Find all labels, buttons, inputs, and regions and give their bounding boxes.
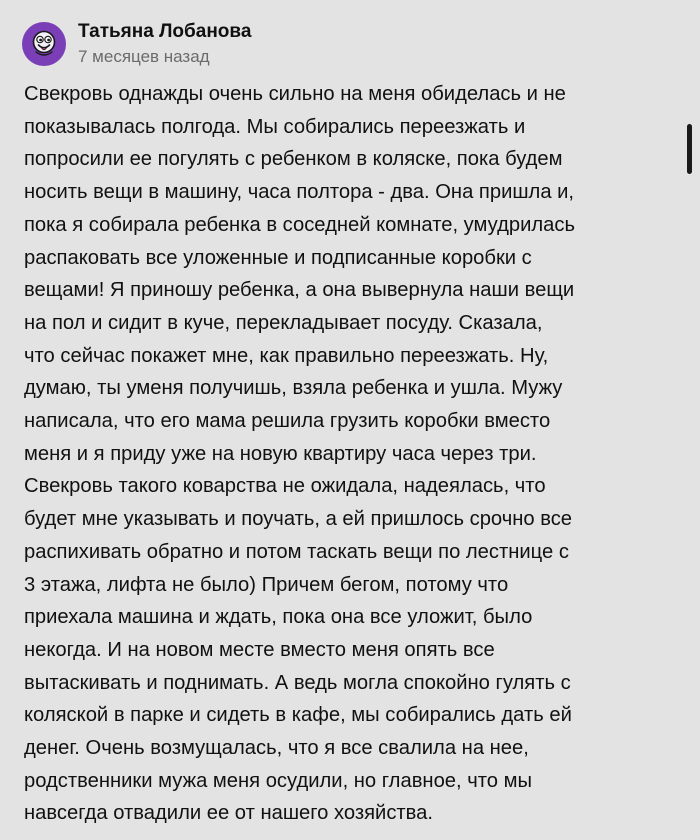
comment-meta [78, 20, 251, 68]
author-name[interactable]: Татьяна Лобанова [78, 21, 252, 42]
smiling-face-icon [27, 27, 61, 61]
avatar[interactable] [22, 22, 66, 66]
scrollbar-thumb[interactable] [687, 124, 692, 174]
comment-text: Свекровь однажды очень сильно на меня обиделась и не показывалась полгода. Мы собирались переезжать и попросили ее погулять с ребенком в коляске, пока будем носить вещи в машину, часа полтора - два. Она пришла и, пока я собирала ребенка в соседней комнате, умудрилась распаковать все уложенные и подписанные коробки с вещами! Я приношу ребенка, а она вывернула наши вещи на пол и сидит в куче, перекладывает посуду. Сказала, что сейчас покажет мне, как правильно переезжать. Ну, думаю, ты уменя получишь, взяла ребенка и ушла. Мужу написала, что его мама решила грузить коробки вместо меня и я приду уже на новую квартиру часа через три. Свекровь такого коварства не ожидала, надеялась, что будет мне указывать и поучать, а ей пришлось срочно все распихивать обратно и потом таскать вещи по лестнице с 3 этажа, лифта не было) Причем бегом, потому что приехала машина и ждать, пока она все уложит, было некогда. И на новом месте вместо меня опять все вытаскивать и поднимать. А ведь могла спокойно гулять с коляской в парке и сидеть в кафе, мы собирались дать ей денег. Очень возмущалась, что я все свалила на нее, родственники мужа меня осудили, но главное, что мы навсегда отвадили ее от нашего хозяйства. [24, 83, 575, 825]
comment-timestamp: 7 месяцев назад [78, 47, 210, 66]
comment-header [22, 18, 251, 70]
